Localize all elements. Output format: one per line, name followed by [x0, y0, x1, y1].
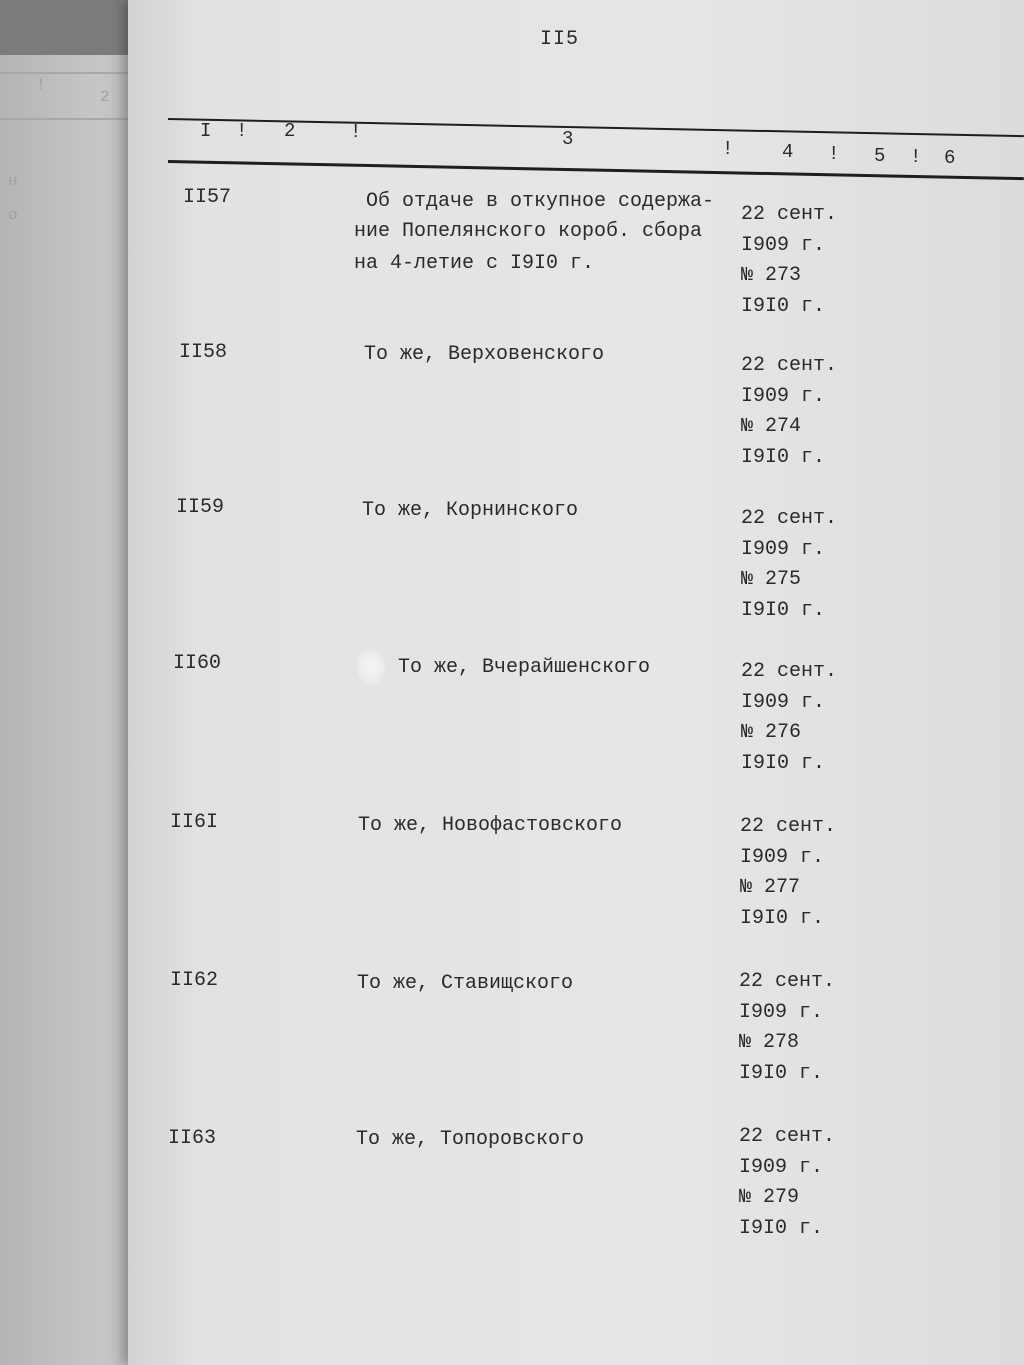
date-line: I9I0 г. — [741, 751, 826, 775]
underlying-page-mark: ! — [36, 76, 46, 94]
column-header-6: 6 — [944, 147, 956, 169]
column-header-1: I — [200, 120, 212, 142]
column-separator: ! — [722, 138, 734, 160]
record-number: II62 — [170, 969, 219, 992]
record-date — [741, 657, 837, 779]
date-line: I9I0 г. — [741, 294, 826, 318]
date-line: I909 г. — [741, 384, 826, 408]
column-header-4: 4 — [782, 141, 794, 163]
date-line: I9I0 г. — [741, 598, 826, 622]
date-line: 22 сент. — [741, 660, 838, 683]
date-line: № 278 — [739, 1031, 800, 1054]
date-line: № 275 — [741, 568, 802, 591]
paper-stain — [356, 648, 386, 686]
record-date — [740, 812, 836, 934]
record-number: II59 — [176, 496, 225, 519]
record-title-line: То же, Новофастовского — [358, 814, 623, 837]
date-line: № 274 — [741, 415, 802, 438]
record-title-line: То же, Ставищского — [357, 972, 574, 995]
date-line: 22 сент. — [739, 970, 836, 993]
date-line: I909 г. — [739, 1000, 824, 1024]
record-date — [741, 351, 837, 473]
record-number: II57 — [183, 186, 232, 209]
record-title-line: То же, Вчерайшенского — [398, 656, 651, 679]
date-line: I9I0 г. — [740, 906, 825, 930]
date-line: I909 г. — [741, 537, 826, 561]
underlying-page-mark: н — [8, 172, 18, 190]
record-date — [741, 200, 837, 322]
date-line: I9I0 г. — [741, 445, 826, 469]
column-separator: ! — [828, 143, 840, 165]
date-line: 22 сент. — [739, 1125, 836, 1148]
date-line: № 276 — [741, 721, 802, 744]
record-title-line: То же, Топоровского — [356, 1128, 585, 1151]
date-line: № 279 — [739, 1186, 800, 1209]
record-date — [741, 504, 837, 626]
record-title-line: ние Попелянского короб. сбора — [354, 220, 703, 243]
underlying-page-mark: 2 — [100, 88, 110, 106]
underlying-page-mark: о — [8, 206, 18, 224]
record-date — [739, 967, 835, 1089]
column-header-3: 3 — [562, 128, 574, 150]
record-date — [739, 1122, 835, 1244]
column-separator: ! — [910, 146, 922, 168]
date-line: I909 г. — [741, 690, 826, 714]
date-line: I909 г. — [740, 845, 825, 869]
column-header-5: 5 — [874, 145, 886, 167]
record-number: II63 — [168, 1127, 217, 1150]
date-line: 22 сент. — [740, 815, 837, 838]
underlying-page-rule — [0, 118, 140, 120]
page-number: II5 — [540, 28, 580, 51]
record-number: II58 — [179, 341, 228, 364]
date-line: I909 г. — [741, 233, 826, 257]
date-line: I9I0 г. — [739, 1216, 824, 1240]
column-separator: ! — [236, 120, 248, 142]
record-title-line: То же, Верховенского — [364, 343, 605, 366]
record-title-line: на 4-летие с I9I0 г. — [354, 252, 595, 275]
underlying-page — [0, 55, 140, 1365]
date-line: № 273 — [741, 264, 802, 287]
record-title-line: Об отдаче в откупное содержа- — [366, 190, 715, 213]
record-number: II60 — [173, 652, 222, 675]
record-number: II6I — [170, 811, 219, 834]
column-header-2: 2 — [284, 120, 296, 142]
date-line: 22 сент. — [741, 354, 838, 377]
date-line: I909 г. — [739, 1155, 824, 1179]
column-separator: ! — [350, 121, 362, 143]
date-line: № 277 — [740, 876, 801, 899]
date-line: 22 сент. — [741, 507, 838, 530]
date-line: I9I0 г. — [739, 1061, 824, 1085]
date-line: 22 сент. — [741, 203, 838, 226]
underlying-page-rule — [0, 72, 140, 74]
record-title-line: То же, Корнинского — [362, 499, 579, 522]
